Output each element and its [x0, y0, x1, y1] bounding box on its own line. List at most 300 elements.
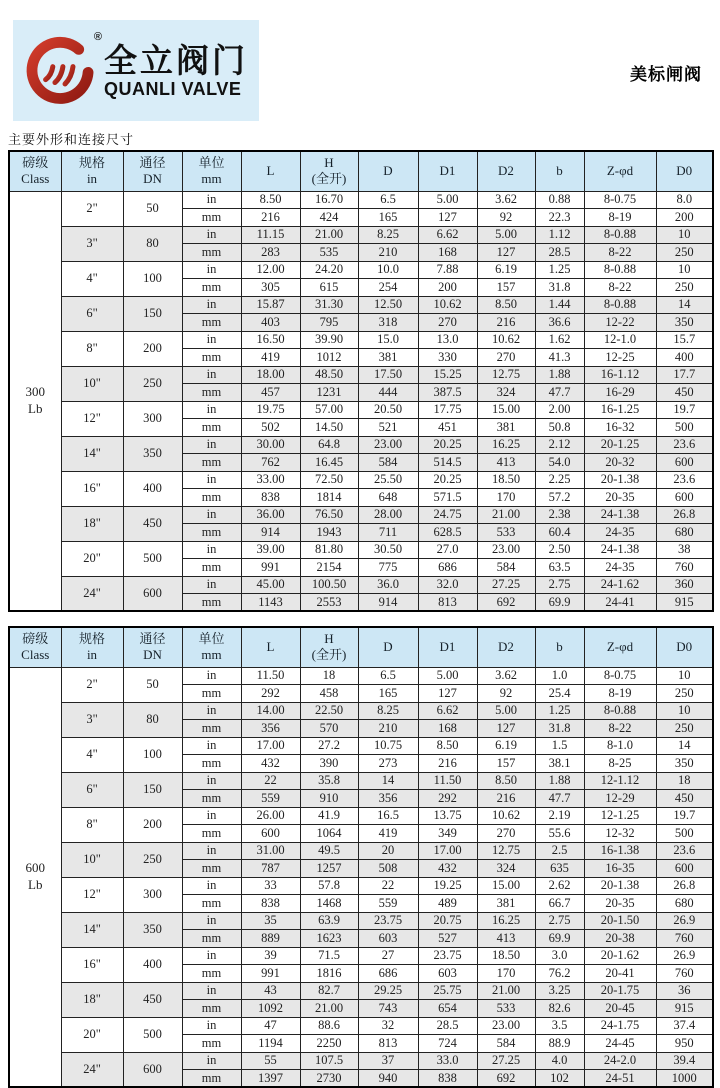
value-cell: 3.62 [477, 667, 535, 685]
value-cell: 270 [477, 349, 535, 367]
value-cell: 8.25 [358, 702, 418, 720]
value-cell: 991 [241, 965, 300, 983]
value-cell: 20-35 [584, 489, 656, 507]
dn-cell: 350 [123, 436, 182, 471]
unit-cell: in [182, 982, 241, 1000]
unit-cell: mm [182, 244, 241, 262]
value-cell: 324 [477, 860, 535, 878]
value-cell: 24.20 [300, 261, 358, 279]
table-row [9, 226, 713, 244]
value-cell: 450 [656, 384, 713, 402]
value-cell: 600 [656, 860, 713, 878]
value-cell: 1012 [300, 349, 358, 367]
value-cell: 680 [656, 524, 713, 542]
value-cell: 20-45 [584, 1000, 656, 1018]
value-cell: 12-1.0 [584, 331, 656, 349]
value-cell: 600 [656, 454, 713, 472]
value-cell: 12-32 [584, 825, 656, 843]
value-cell: 270 [418, 314, 477, 332]
value-cell: 584 [358, 454, 418, 472]
value-cell: 381 [477, 419, 535, 437]
value-cell: 3.25 [535, 982, 584, 1000]
value-cell: 2.19 [535, 807, 584, 825]
value-cell: 419 [358, 825, 418, 843]
value-cell: 24-1.38 [584, 506, 656, 524]
value-cell: 356 [241, 720, 300, 738]
value-cell: 27.0 [418, 541, 477, 559]
value-cell: 216 [477, 790, 535, 808]
value-cell: 8.50 [477, 772, 535, 790]
unit-cell: in [182, 842, 241, 860]
value-cell: 63.5 [535, 559, 584, 577]
value-cell: 20 [358, 842, 418, 860]
value-cell: 760 [656, 559, 713, 577]
value-cell: 170 [477, 965, 535, 983]
value-cell: 559 [241, 790, 300, 808]
value-cell: 502 [241, 419, 300, 437]
column-header: 磅级 Class [9, 627, 61, 667]
value-cell: 10.62 [418, 296, 477, 314]
dn-cell: 100 [123, 261, 182, 296]
unit-cell: mm [182, 384, 241, 402]
size-cell: 8" [61, 807, 123, 842]
value-cell: 381 [477, 895, 535, 913]
value-cell: 950 [656, 1035, 713, 1053]
value-cell: 1143 [241, 594, 300, 612]
value-cell: 15.0 [358, 331, 418, 349]
value-cell: 559 [358, 895, 418, 913]
value-cell: 8.50 [477, 296, 535, 314]
unit-cell: in [182, 947, 241, 965]
value-cell: 36.6 [535, 314, 584, 332]
table-row [9, 947, 713, 965]
value-cell: 38.1 [535, 755, 584, 773]
value-cell: 1.25 [535, 702, 584, 720]
value-cell: 12.75 [477, 842, 535, 860]
section-title: 主要外形和连接尺寸 [8, 132, 135, 147]
value-cell: 3.0 [535, 947, 584, 965]
unit-cell: in [182, 667, 241, 685]
dn-cell: 150 [123, 772, 182, 807]
value-cell: 1468 [300, 895, 358, 913]
value-cell: 60.4 [535, 524, 584, 542]
value-cell: 14 [358, 772, 418, 790]
value-cell: 5.00 [418, 191, 477, 209]
table-row [9, 807, 713, 825]
value-cell: 25.4 [535, 685, 584, 703]
value-cell: 20-1.50 [584, 912, 656, 930]
value-cell: 584 [477, 1035, 535, 1053]
value-cell: 292 [418, 790, 477, 808]
dn-cell: 250 [123, 842, 182, 877]
value-cell: 8-22 [584, 279, 656, 297]
column-header: b [535, 627, 584, 667]
value-cell: 432 [241, 755, 300, 773]
size-cell: 10" [61, 366, 123, 401]
value-cell: 12-1.25 [584, 807, 656, 825]
value-cell: 20-1.38 [584, 471, 656, 489]
pressure-class-cell: 300 Lb [9, 191, 61, 611]
value-cell: 12.50 [358, 296, 418, 314]
value-cell: 37 [358, 1052, 418, 1070]
dn-cell: 250 [123, 366, 182, 401]
value-cell: 8-19 [584, 209, 656, 227]
column-header: D2 [477, 151, 535, 191]
value-cell: 760 [656, 965, 713, 983]
value-cell: 107.5 [300, 1052, 358, 1070]
value-cell: 165 [358, 209, 418, 227]
brand-name-english: QUANLI VALVE [104, 78, 242, 99]
value-cell: 35 [241, 912, 300, 930]
value-cell: 8-0.88 [584, 702, 656, 720]
value-cell: 16.25 [477, 436, 535, 454]
unit-cell: mm [182, 279, 241, 297]
value-cell: 8-0.88 [584, 226, 656, 244]
value-cell: 838 [418, 1070, 477, 1088]
value-cell: 514.5 [418, 454, 477, 472]
value-cell: 16.70 [300, 191, 358, 209]
dn-cell: 450 [123, 982, 182, 1017]
value-cell: 570 [300, 720, 358, 738]
value-cell: 127 [477, 244, 535, 262]
value-cell: 250 [656, 244, 713, 262]
unit-cell: mm [182, 825, 241, 843]
size-cell: 12" [61, 401, 123, 436]
value-cell: 20-1.25 [584, 436, 656, 454]
value-cell: 1257 [300, 860, 358, 878]
table-row [9, 912, 713, 930]
value-cell: 24-45 [584, 1035, 656, 1053]
value-cell: 419 [241, 349, 300, 367]
value-cell: 3.5 [535, 1017, 584, 1035]
value-cell: 8-0.88 [584, 296, 656, 314]
value-cell: 8-25 [584, 755, 656, 773]
unit-cell: mm [182, 755, 241, 773]
value-cell: 940 [358, 1070, 418, 1088]
value-cell: 36 [656, 982, 713, 1000]
value-cell: 1.62 [535, 331, 584, 349]
value-cell: 6.62 [418, 702, 477, 720]
dn-cell: 400 [123, 947, 182, 982]
value-cell: 39.90 [300, 331, 358, 349]
value-cell: 17.50 [358, 366, 418, 384]
unit-cell: mm [182, 454, 241, 472]
dimensions-table-600lb [8, 626, 714, 1088]
table-row [9, 772, 713, 790]
value-cell: 8.50 [241, 191, 300, 209]
value-cell: 29.25 [358, 982, 418, 1000]
value-cell: 838 [241, 489, 300, 507]
size-cell: 20" [61, 1017, 123, 1052]
column-header: L [241, 151, 300, 191]
unit-cell: in [182, 737, 241, 755]
value-cell: 66.7 [535, 895, 584, 913]
size-cell: 14" [61, 436, 123, 471]
value-cell: 47.7 [535, 790, 584, 808]
value-cell: 500 [656, 419, 713, 437]
value-cell: 23.00 [358, 436, 418, 454]
value-cell: 6.19 [477, 737, 535, 755]
unit-cell: mm [182, 349, 241, 367]
dn-cell: 150 [123, 296, 182, 331]
value-cell: 20-1.38 [584, 877, 656, 895]
value-cell: 37.4 [656, 1017, 713, 1035]
value-cell: 1.12 [535, 226, 584, 244]
value-cell: 10.0 [358, 261, 418, 279]
unit-cell: in [182, 191, 241, 209]
value-cell: 47.7 [535, 384, 584, 402]
column-header: D [358, 151, 418, 191]
value-cell: 451 [418, 419, 477, 437]
value-cell: 31.00 [241, 842, 300, 860]
page-title: 美标闸阀 [630, 65, 702, 84]
value-cell: 17.7 [656, 366, 713, 384]
value-cell: 18 [656, 772, 713, 790]
value-cell: 24-41 [584, 594, 656, 612]
value-cell: 32.0 [418, 576, 477, 594]
value-cell: 16-32 [584, 419, 656, 437]
value-cell: 17.75 [418, 401, 477, 419]
unit-cell: in [182, 296, 241, 314]
value-cell: 6.5 [358, 191, 418, 209]
value-cell: 1.25 [535, 261, 584, 279]
value-cell: 19.7 [656, 807, 713, 825]
dn-cell: 100 [123, 737, 182, 772]
value-cell: 26.8 [656, 877, 713, 895]
header-row [9, 151, 713, 191]
dn-cell: 50 [123, 667, 182, 702]
value-cell: 400 [656, 349, 713, 367]
size-cell: 3" [61, 702, 123, 737]
value-cell: 16.50 [241, 331, 300, 349]
dn-cell: 200 [123, 331, 182, 366]
value-cell: 10 [656, 226, 713, 244]
size-cell: 4" [61, 737, 123, 772]
value-cell: 991 [241, 559, 300, 577]
value-cell: 27.25 [477, 576, 535, 594]
value-cell: 600 [656, 489, 713, 507]
value-cell: 31.30 [300, 296, 358, 314]
value-cell: 628.5 [418, 524, 477, 542]
value-cell: 25.50 [358, 471, 418, 489]
unit-cell: in [182, 366, 241, 384]
column-header: 单位 mm [182, 151, 241, 191]
column-header: 通径 DN [123, 151, 182, 191]
value-cell: 292 [241, 685, 300, 703]
value-cell: 521 [358, 419, 418, 437]
value-cell: 38 [656, 541, 713, 559]
unit-cell: mm [182, 685, 241, 703]
value-cell: 8.25 [358, 226, 418, 244]
value-cell: 457 [241, 384, 300, 402]
column-header: 规格 in [61, 627, 123, 667]
dn-cell: 500 [123, 1017, 182, 1052]
value-cell: 31.8 [535, 279, 584, 297]
value-cell: 1.88 [535, 772, 584, 790]
value-cell: 22 [241, 772, 300, 790]
value-cell: 14 [656, 296, 713, 314]
value-cell: 1194 [241, 1035, 300, 1053]
value-cell: 43 [241, 982, 300, 1000]
value-cell: 914 [358, 594, 418, 612]
value-cell: 584 [477, 559, 535, 577]
table-row [9, 667, 713, 685]
column-header: D0 [656, 151, 713, 191]
value-cell: 20.25 [418, 471, 477, 489]
brand-name-chinese: 全立阀门 [104, 41, 248, 79]
value-cell: 39.4 [656, 1052, 713, 1070]
value-cell: 8-19 [584, 685, 656, 703]
value-cell: 403 [241, 314, 300, 332]
dn-cell: 80 [123, 702, 182, 737]
value-cell: 600 [241, 825, 300, 843]
value-cell: 33 [241, 877, 300, 895]
value-cell: 2.62 [535, 877, 584, 895]
table-row [9, 1052, 713, 1070]
value-cell: 10.75 [358, 737, 418, 755]
value-cell: 813 [358, 1035, 418, 1053]
value-cell: 36.0 [358, 576, 418, 594]
unit-cell: in [182, 471, 241, 489]
value-cell: 508 [358, 860, 418, 878]
value-cell: 489 [418, 895, 477, 913]
value-cell: 210 [358, 244, 418, 262]
value-cell: 648 [358, 489, 418, 507]
unit-cell: mm [182, 720, 241, 738]
value-cell: 1.88 [535, 366, 584, 384]
value-cell: 1064 [300, 825, 358, 843]
value-cell: 12-22 [584, 314, 656, 332]
value-cell: 24-35 [584, 524, 656, 542]
value-cell: 8-0.75 [584, 191, 656, 209]
value-cell: 26.9 [656, 947, 713, 965]
value-cell: 424 [300, 209, 358, 227]
value-cell: 76.50 [300, 506, 358, 524]
value-cell: 127 [477, 720, 535, 738]
dn-cell: 450 [123, 506, 182, 541]
value-cell: 7.88 [418, 261, 477, 279]
value-cell: 500 [656, 825, 713, 843]
unit-cell: mm [182, 524, 241, 542]
value-cell: 8.0 [656, 191, 713, 209]
value-cell: 915 [656, 1000, 713, 1018]
value-cell: 8-0.88 [584, 261, 656, 279]
value-cell: 360 [656, 576, 713, 594]
value-cell: 1.0 [535, 667, 584, 685]
value-cell: 603 [418, 965, 477, 983]
value-cell: 2.50 [535, 541, 584, 559]
value-cell: 254 [358, 279, 418, 297]
value-cell: 19.75 [241, 401, 300, 419]
value-cell: 615 [300, 279, 358, 297]
value-cell: 2.00 [535, 401, 584, 419]
value-cell: 2250 [300, 1035, 358, 1053]
value-cell: 16.45 [300, 454, 358, 472]
table-row [9, 842, 713, 860]
value-cell: 82.6 [535, 1000, 584, 1018]
unit-cell: in [182, 261, 241, 279]
value-cell: 28.00 [358, 506, 418, 524]
value-cell: 19.7 [656, 401, 713, 419]
value-cell: 41.9 [300, 807, 358, 825]
value-cell: 654 [418, 1000, 477, 1018]
size-cell: 2" [61, 191, 123, 226]
brand-logo-box [13, 20, 259, 121]
value-cell: 390 [300, 755, 358, 773]
value-cell: 18.50 [477, 947, 535, 965]
dimensions-table-300lb [8, 150, 714, 612]
value-cell: 11.50 [241, 667, 300, 685]
value-cell: 20-35 [584, 895, 656, 913]
value-cell: 33.0 [418, 1052, 477, 1070]
value-cell: 12-29 [584, 790, 656, 808]
unit-cell: in [182, 401, 241, 419]
table-row [9, 401, 713, 419]
value-cell: 20-41 [584, 965, 656, 983]
value-cell: 11.15 [241, 226, 300, 244]
unit-cell: mm [182, 419, 241, 437]
value-cell: 795 [300, 314, 358, 332]
unit-cell: in [182, 506, 241, 524]
value-cell: 270 [477, 825, 535, 843]
size-cell: 24" [61, 1052, 123, 1087]
value-cell: 47 [241, 1017, 300, 1035]
value-cell: 283 [241, 244, 300, 262]
value-cell: 0.88 [535, 191, 584, 209]
value-cell: 432 [418, 860, 477, 878]
value-cell: 88.6 [300, 1017, 358, 1035]
column-header: D [358, 627, 418, 667]
value-cell: 2730 [300, 1070, 358, 1088]
unit-cell: mm [182, 860, 241, 878]
unit-cell: in [182, 772, 241, 790]
value-cell: 36.00 [241, 506, 300, 524]
unit-cell: mm [182, 489, 241, 507]
value-cell: 26.9 [656, 912, 713, 930]
size-cell: 20" [61, 541, 123, 576]
value-cell: 350 [656, 314, 713, 332]
value-cell: 349 [418, 825, 477, 843]
value-cell: 915 [656, 594, 713, 612]
value-cell: 12-25 [584, 349, 656, 367]
value-cell: 1.44 [535, 296, 584, 314]
unit-cell: in [182, 576, 241, 594]
value-cell: 30.00 [241, 436, 300, 454]
value-cell: 387.5 [418, 384, 477, 402]
value-cell: 533 [477, 1000, 535, 1018]
value-cell: 16-1.38 [584, 842, 656, 860]
value-cell: 18.50 [477, 471, 535, 489]
value-cell: 14.50 [300, 419, 358, 437]
value-cell: 760 [656, 930, 713, 948]
value-cell: 57.00 [300, 401, 358, 419]
value-cell: 20-32 [584, 454, 656, 472]
value-cell: 92 [477, 209, 535, 227]
value-cell: 16-35 [584, 860, 656, 878]
value-cell: 250 [656, 279, 713, 297]
table-row [9, 296, 713, 314]
value-cell: 12.00 [241, 261, 300, 279]
value-cell: 31.8 [535, 720, 584, 738]
value-cell: 18.00 [241, 366, 300, 384]
value-cell: 88.9 [535, 1035, 584, 1053]
value-cell: 1231 [300, 384, 358, 402]
value-cell: 318 [358, 314, 418, 332]
value-cell: 250 [656, 720, 713, 738]
value-cell: 3.62 [477, 191, 535, 209]
value-cell: 527 [418, 930, 477, 948]
value-cell: 5.00 [418, 667, 477, 685]
